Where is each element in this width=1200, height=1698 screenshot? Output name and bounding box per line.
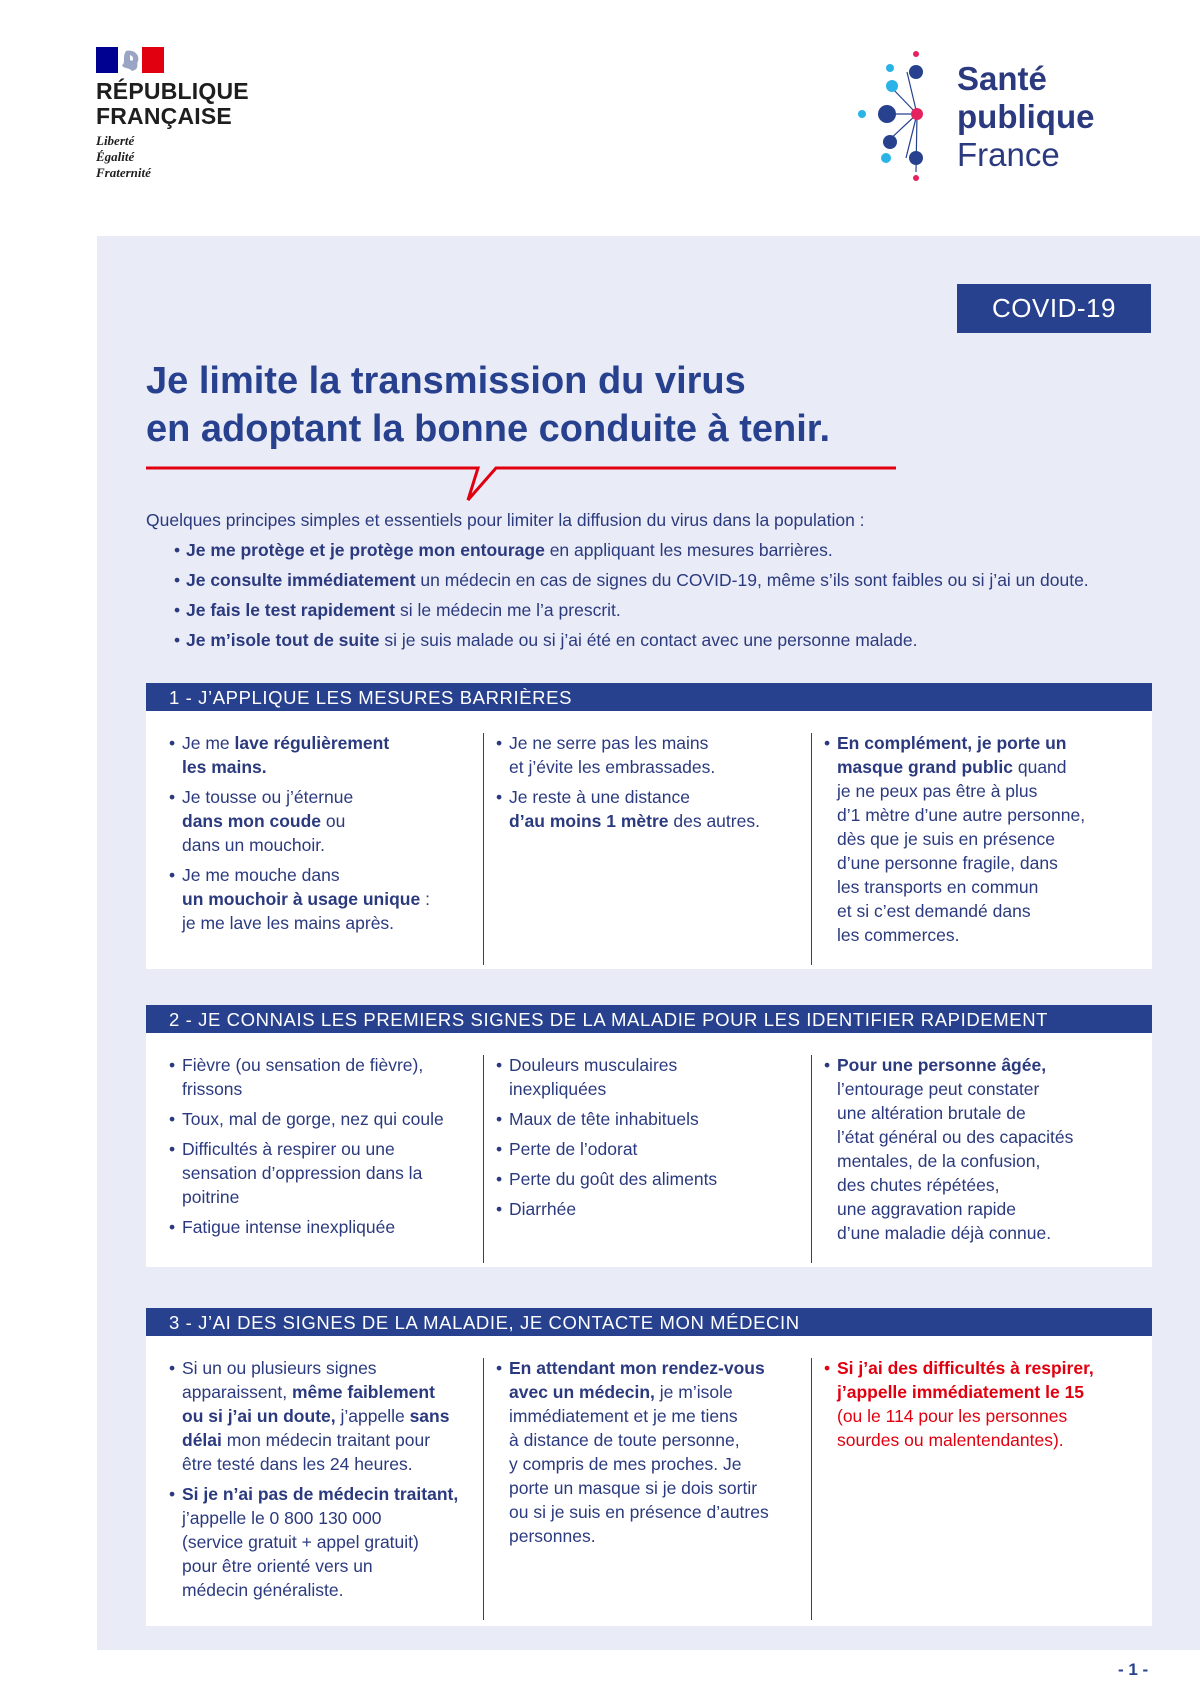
text: frissons bbox=[182, 1079, 243, 1099]
text: porte un masque si je dois sortir bbox=[509, 1478, 758, 1498]
francaise-line: FRANÇAISE bbox=[96, 103, 232, 129]
list-item: • Toux, mal de gorge, nez qui coule bbox=[169, 1107, 479, 1131]
text: je ne peux pas être à plus bbox=[837, 781, 1038, 801]
list-item: • Perte du goût des aliments bbox=[496, 1167, 806, 1191]
text: Je me bbox=[182, 733, 235, 753]
column bbox=[824, 1053, 1144, 1251]
text-bold: masque grand public bbox=[837, 757, 1013, 777]
text: les commerces. bbox=[837, 925, 960, 945]
section-first-signs bbox=[146, 1005, 1152, 1267]
sante-publique-france-wordmark bbox=[957, 60, 1094, 174]
text: je m’isole bbox=[654, 1382, 733, 1402]
text: médecin généraliste. bbox=[182, 1580, 344, 1600]
title-line-1: Je limite la transmission du virus bbox=[146, 360, 746, 402]
text: sensation d’oppression dans la bbox=[182, 1163, 423, 1183]
spf-line-sante: Santé bbox=[957, 60, 1047, 97]
text-bold: même faiblement bbox=[291, 1382, 435, 1402]
list-item: • Je consulte immédiatement un médecin en cas de signes du COVID-19, même s’ils sont faibles ou si j’ai un doute. bbox=[174, 570, 1089, 590]
text: Je reste à une distance bbox=[509, 787, 690, 807]
column-divider bbox=[811, 1358, 812, 1620]
text: Difficultés à respirer ou une bbox=[182, 1139, 395, 1159]
intro-bold: Je me protège et je protège mon entourage bbox=[186, 540, 545, 560]
text-bold: avec un médecin, bbox=[509, 1382, 655, 1402]
list-item: • Je fais le test rapidement si le médecin me l’a prescrit. bbox=[174, 600, 621, 620]
text: Toux, mal de gorge, nez qui coule bbox=[182, 1109, 444, 1129]
intro-text: si le médecin me l’a prescrit. bbox=[395, 600, 621, 620]
list-item: • Je tousse ou j’éternue dans mon coude ou dans un mouchoir. bbox=[169, 785, 469, 857]
text: mentales, de la confusion, bbox=[837, 1151, 1041, 1171]
text: Diarrhée bbox=[509, 1199, 577, 1219]
list-item: • Si je n’ai pas de médecin traitant, j’appelle le 0 800 130 000 (service gratuit + appel gratuit) pour être orienté vers un médecin généraliste. bbox=[169, 1482, 479, 1602]
marianne-flag-icon bbox=[96, 47, 164, 73]
column bbox=[496, 1356, 806, 1554]
emergency-text: (ou le 114 pour les personnes bbox=[837, 1406, 1068, 1426]
text: Je me mouche dans bbox=[182, 865, 340, 885]
text: et si c’est demandé dans bbox=[837, 901, 1031, 921]
motto-egalite: Égalité bbox=[96, 149, 135, 164]
motto-liberte: Liberté bbox=[96, 133, 135, 148]
text: Fatigue intense inexpliquée bbox=[182, 1217, 396, 1237]
text: une aggravation rapide bbox=[837, 1199, 1017, 1219]
text: être testé dans les 24 heures. bbox=[182, 1454, 413, 1474]
text: et j’évite les embrassades. bbox=[509, 757, 716, 777]
intro-lead: Quelques principes simples et essentiels pour limiter la diffusion du virus dans la population : bbox=[146, 510, 865, 530]
text-bold: d’au moins 1 mètre bbox=[509, 811, 669, 831]
intro-bold: Je fais le test rapidement bbox=[186, 600, 396, 620]
intro bbox=[146, 508, 1176, 658]
text-bold: ou si j’ai un doute, bbox=[182, 1406, 336, 1426]
text: Je tousse ou j’éternue bbox=[182, 787, 354, 807]
text: (service gratuit + appel gratuit) bbox=[182, 1532, 419, 1552]
text-bold: En complément, je porte un bbox=[837, 733, 1067, 753]
column-divider bbox=[483, 733, 484, 965]
list-item: • Si un ou plusieurs signes apparaissent, même faiblement ou si j’ai un doute, j’appelle sans délai mon médecin traitant pour être testé dans les 24 heures. bbox=[169, 1356, 479, 1476]
column bbox=[496, 1053, 806, 1227]
text: j’appelle bbox=[335, 1406, 410, 1426]
republique-line: RÉPUBLIQUE bbox=[96, 78, 249, 104]
text: quand bbox=[1013, 757, 1067, 777]
text: j’appelle le 0 800 130 000 bbox=[182, 1508, 382, 1528]
intro-bold: Je m’isole tout de suite bbox=[186, 630, 380, 650]
motto-fraternite: Fraternité bbox=[96, 165, 151, 180]
molecule-icon bbox=[850, 46, 950, 186]
sante-publique-france-logo bbox=[850, 46, 1130, 186]
covid-badge: COVID-19 bbox=[957, 284, 1151, 333]
text: à distance de toute personne, bbox=[509, 1430, 740, 1450]
text: d’une maladie déjà connue. bbox=[837, 1223, 1052, 1243]
list-item: • Maux de tête inhabituels bbox=[496, 1107, 806, 1131]
list-item: • Diarrhée bbox=[496, 1197, 806, 1221]
text-bold: sans bbox=[409, 1406, 450, 1426]
page-title bbox=[146, 357, 830, 453]
intro-text: si je suis malade ou si j’ai été en contact avec une personne malade. bbox=[379, 630, 918, 650]
text: pour être orienté vers un bbox=[182, 1556, 373, 1576]
text: apparaissent, bbox=[182, 1382, 292, 1402]
text: poitrine bbox=[182, 1187, 240, 1207]
column-divider bbox=[483, 1358, 484, 1620]
text: ou bbox=[321, 811, 346, 831]
text: je me lave les mains après. bbox=[182, 913, 395, 933]
spf-line-france: France bbox=[957, 136, 1060, 173]
text: dans un mouchoir. bbox=[182, 835, 326, 855]
text: l’état général ou des capacités bbox=[837, 1127, 1074, 1147]
title-line-2: en adoptant la bonne conduite à tenir. bbox=[146, 408, 831, 450]
text: : bbox=[420, 889, 430, 909]
column bbox=[824, 731, 1144, 953]
text: les transports en commun bbox=[837, 877, 1039, 897]
republique-francaise-name bbox=[96, 79, 276, 129]
list-item: • En attendant mon rendez-vous avec un médecin, je m’isole immédiatement et je me tiens à distance de toute personne, y compris de mes proches. Je porte un masque si je dois sortir ou si je suis en présence d’autres personnes. bbox=[496, 1356, 806, 1548]
text-bold: Pour une personne âgée, bbox=[837, 1055, 1047, 1075]
column bbox=[496, 731, 806, 839]
column bbox=[169, 731, 469, 941]
list-item: • Je me protège et je protège mon entourage en appliquant les mesures barrières. bbox=[174, 540, 833, 560]
text: des autres. bbox=[668, 811, 760, 831]
list-item: • Je me lave régulièrement les mains. bbox=[169, 733, 390, 777]
republique-francaise-logo bbox=[96, 47, 276, 181]
text: Je ne serre pas les mains bbox=[509, 733, 709, 753]
column bbox=[169, 1053, 479, 1245]
list-item: • Fatigue intense inexpliquée bbox=[169, 1215, 479, 1239]
speech-bubble-underline-icon bbox=[146, 456, 896, 506]
list-item: • Je me mouche dans un mouchoir à usage unique : je me lave les mains après. bbox=[169, 863, 469, 935]
text: immédiatement et je me tiens bbox=[509, 1406, 738, 1426]
text: des chutes répétées, bbox=[837, 1175, 1000, 1195]
text: une altération brutale de bbox=[837, 1103, 1026, 1123]
intro-text: en appliquant les mesures barrières. bbox=[544, 540, 833, 560]
text: ou si je suis en présence d’autres bbox=[509, 1502, 769, 1522]
intro-list bbox=[146, 538, 1176, 652]
text: Perte de l’odorat bbox=[509, 1139, 638, 1159]
section-header: 3 - J’AI DES SIGNES DE LA MALADIE, JE CONTACTE MON MÉDECIN bbox=[146, 1308, 1152, 1336]
column bbox=[824, 1356, 1144, 1458]
page-number: - 1 - bbox=[1118, 1660, 1149, 1679]
text: l’entourage peut constater bbox=[837, 1079, 1040, 1099]
text: Maux de tête inhabituels bbox=[509, 1109, 699, 1129]
list-item: • En complément, je porte un masque grand public quand je ne peux pas être à plus d’1 mètre d’une autre personne, dès que je suis en présence d’une personne fragile, dans les transports en commun et si c’est demandé dans les commerces. bbox=[824, 731, 1144, 947]
spf-line-publique: publique bbox=[957, 98, 1095, 135]
section-header: 1 - J’APPLIQUE LES MESURES BARRIÈRES bbox=[146, 683, 1152, 711]
emergency-text-bold: Si j’ai des difficultés à respirer, bbox=[837, 1358, 1094, 1378]
list-item: • Je ne serre pas les mains et j’évite les embrassades. bbox=[496, 731, 806, 779]
intro-text: un médecin en cas de signes du COVID-19, même s’ils sont faibles ou si j’ai un doute. bbox=[415, 570, 1089, 590]
list-item: • Fièvre (ou sensation de fièvre), frissons bbox=[169, 1053, 479, 1101]
list-item: • Douleurs musculaires inexpliquées bbox=[496, 1053, 806, 1101]
text: dès que je suis en présence bbox=[837, 829, 1055, 849]
text-bold: un mouchoir à usage unique bbox=[182, 889, 421, 909]
text-bold: délai bbox=[182, 1430, 222, 1450]
text-bold: lave régulièrement bbox=[234, 733, 390, 753]
list-item: • Je m’isole tout de suite si je suis malade ou si j’ai été en contact avec une personne malade. bbox=[174, 630, 918, 650]
section-barrier-measures bbox=[146, 683, 1152, 969]
text: d’une personne fragile, dans bbox=[837, 853, 1058, 873]
emergency-text: sourdes ou malentendantes). bbox=[837, 1430, 1064, 1450]
column-divider bbox=[483, 1055, 484, 1263]
list-item: • Perte de l’odorat bbox=[496, 1137, 806, 1161]
text-bold: dans mon coude bbox=[182, 811, 322, 831]
column bbox=[169, 1356, 479, 1608]
section-header: 2 - JE CONNAIS LES PREMIERS SIGNES DE LA MALADIE POUR LES IDENTIFIER RAPIDEMENT bbox=[146, 1005, 1152, 1033]
text: y compris de mes proches. Je bbox=[509, 1454, 742, 1474]
text: Si un ou plusieurs signes bbox=[182, 1358, 377, 1378]
text: Douleurs musculaires bbox=[509, 1055, 678, 1075]
column-divider bbox=[811, 733, 812, 965]
text: personnes. bbox=[509, 1526, 596, 1546]
text-bold: En attendant mon rendez-vous bbox=[509, 1358, 765, 1378]
emergency-text-bold: j’appelle immédiatement le 15 bbox=[837, 1382, 1085, 1402]
intro-bold: Je consulte immédiatement bbox=[186, 570, 416, 590]
text: mon médecin traitant pour bbox=[221, 1430, 431, 1450]
text: inexpliquées bbox=[509, 1079, 607, 1099]
column-divider bbox=[811, 1055, 812, 1263]
text-bold: Si je n’ai pas de médecin traitant, bbox=[182, 1484, 459, 1504]
list-item: • Je reste à une distance d’au moins 1 mètre des autres. bbox=[496, 785, 806, 833]
list-item: • Pour une personne âgée, l’entourage peut constater une altération brutale de l’état général ou des capacités mentales, de la confusion, des chutes répétées, une aggravation rapide d’une maladie déjà connue. bbox=[824, 1053, 1144, 1245]
text-bold: les mains. bbox=[182, 757, 267, 777]
text: Fièvre (ou sensation de fièvre), bbox=[182, 1055, 424, 1075]
list-item: • Difficultés à respirer ou une sensation d’oppression dans la poitrine bbox=[169, 1137, 479, 1209]
text: d’1 mètre d’une autre personne, bbox=[837, 805, 1086, 825]
list-item: • Si j’ai des difficultés à respirer, j’appelle immédiatement le 15 (ou le 114 pour les personnes sourdes ou malentendantes). bbox=[824, 1356, 1144, 1452]
section-contact-doctor bbox=[146, 1308, 1152, 1626]
text: Perte du goût des aliments bbox=[509, 1169, 718, 1189]
motto bbox=[96, 133, 276, 181]
